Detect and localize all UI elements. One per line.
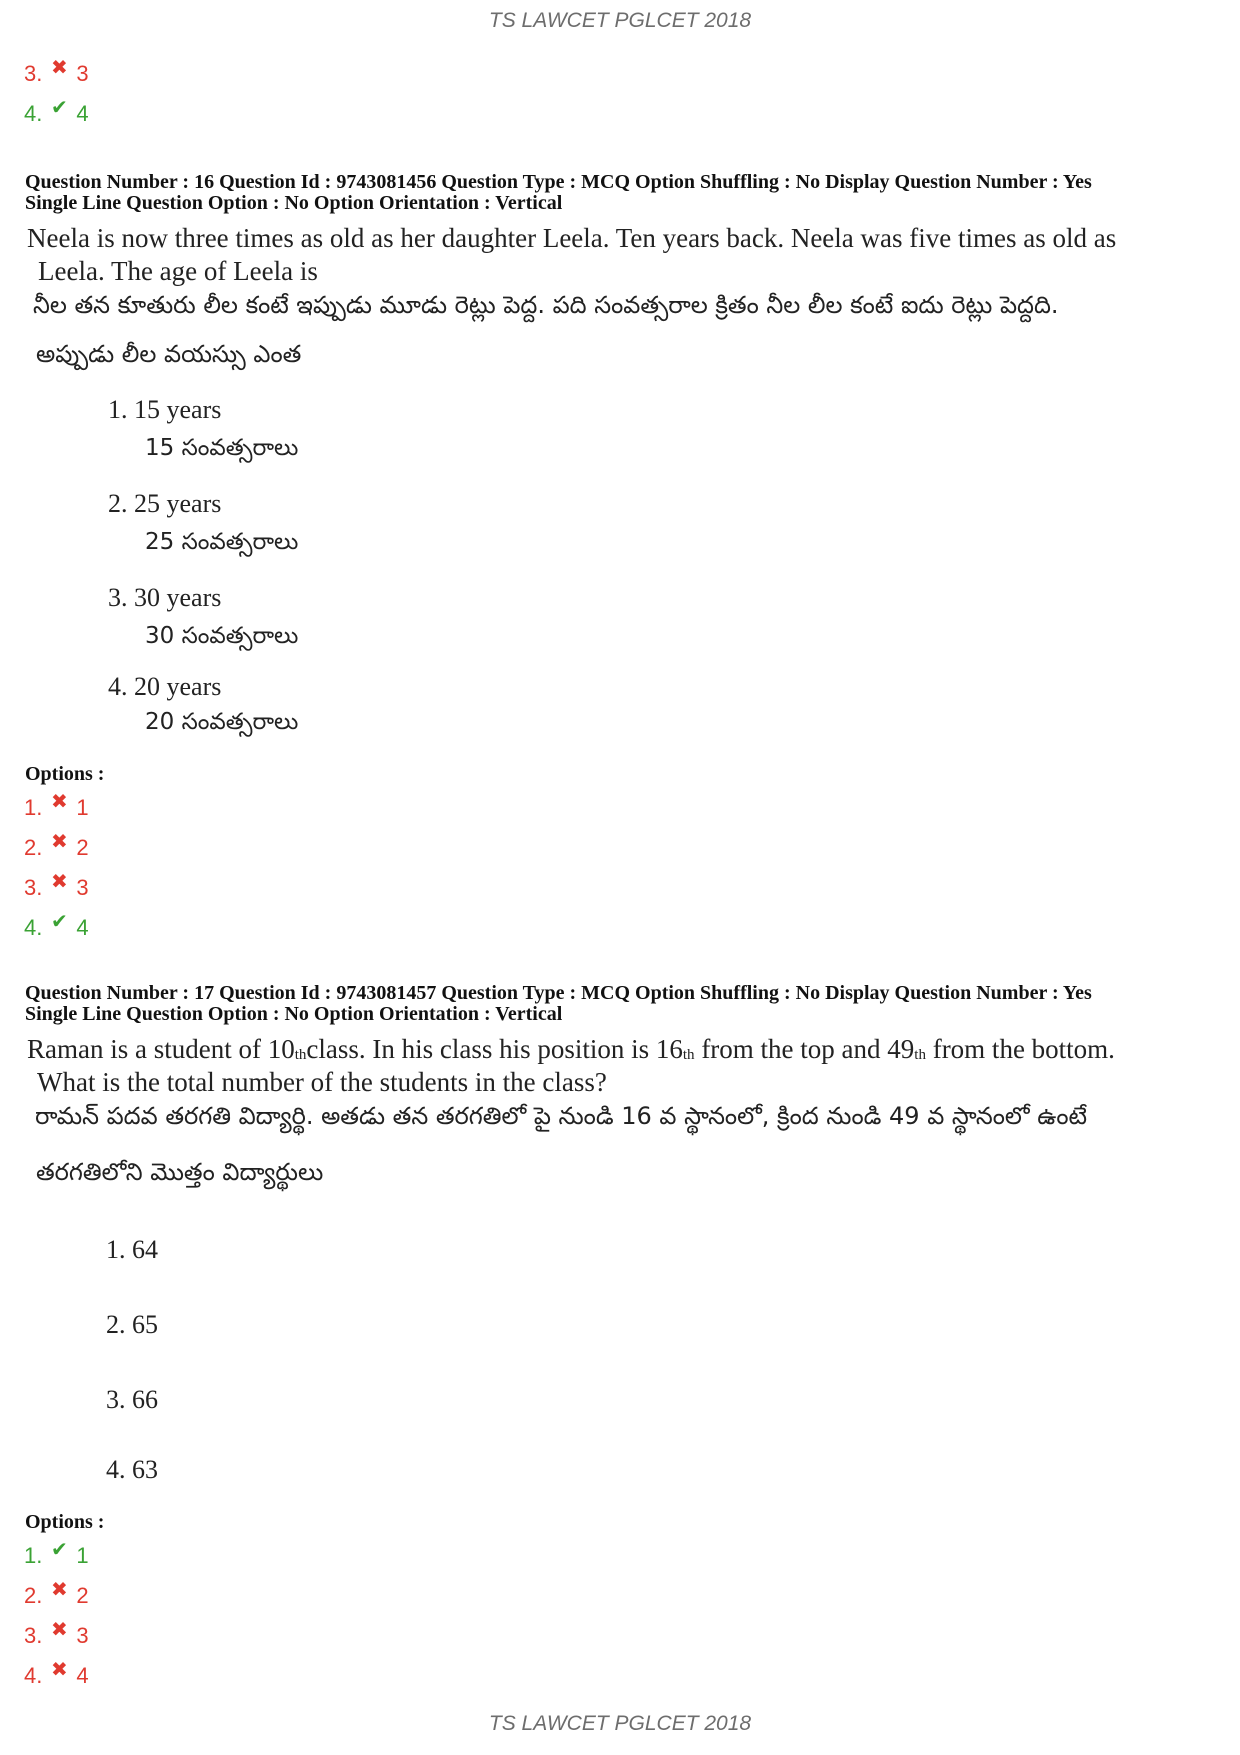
option-value: 3 — [76, 875, 89, 900]
option-value: 3 — [76, 1623, 89, 1648]
option-number: 3. — [24, 875, 43, 900]
option-row — [24, 1619, 89, 1650]
option-number: 4. — [24, 1663, 43, 1688]
option-value: 2 — [76, 835, 89, 860]
option-value: 4 — [76, 915, 89, 940]
question-meta-line2: Single Line Question Option : No Option Orientation : Vertical — [25, 192, 563, 214]
option-number: 4. — [24, 101, 43, 126]
cross-icon: ✖ — [50, 1579, 68, 1601]
option-row — [24, 97, 89, 128]
cross-icon: ✖ — [50, 831, 68, 853]
option-value: 2 — [76, 1583, 89, 1608]
check-icon: ✔ — [50, 97, 68, 119]
check-icon: ✔ — [50, 911, 68, 933]
answer-choice-te: 30 సంవత్సరాలు — [145, 623, 299, 649]
answer-choice: 2. 65 — [106, 1310, 158, 1339]
page-header: TS LAWCET PGLCET 2018 — [488, 9, 752, 32]
cross-icon: ✖ — [50, 57, 68, 79]
cross-icon: ✖ — [50, 791, 68, 813]
answer-choice: 1. 64 — [106, 1235, 158, 1264]
question-text-en-line2: Leela. The age of Leela is — [38, 256, 318, 286]
question-meta: Question Number : 16 Question Id : 9743081456 Question Type : MCQ Option Shuffling : No Display Question Number : Yes — [25, 171, 1092, 193]
option-value: 3 — [76, 61, 89, 86]
cross-icon: ✖ — [50, 1619, 68, 1641]
option-number: 3. — [24, 61, 43, 86]
cross-icon: ✖ — [50, 871, 68, 893]
answer-choice-te: 20 సంవత్సరాలు — [145, 709, 299, 735]
option-number: 2. — [24, 835, 43, 860]
answer-choice: 3. 30 years — [108, 583, 222, 612]
option-row — [24, 57, 89, 88]
answer-choice: 4. 20 years — [108, 672, 222, 701]
option-number: 4. — [24, 915, 43, 940]
question-text-en-line2: What is the total number of the students in the class? — [37, 1067, 607, 1097]
question-text-te: రామన్ పదవ తరగతి విద్యార్థి. అతడు తన తరగతిలో పై నుండి 16 వ స్థానంలో, క్రింద నుండి 49 వ స్థానంలో ఉంటే — [35, 1102, 1088, 1130]
answer-choice: 2. 25 years — [108, 489, 222, 518]
option-row — [24, 871, 89, 902]
question-text-te: నీల తన కూతురు లీల కంటే ఇప్పుడు మూడు రెట్లు పెద్ద. పది సంవత్సరాల క్రితం నీల లీల కంటే ఐదు రెట్లు పెద్దది. — [33, 291, 1059, 319]
option-number: 1. — [24, 795, 43, 820]
option-row — [24, 1539, 89, 1570]
option-value: 4 — [76, 1663, 89, 1688]
option-value: 1 — [76, 795, 89, 820]
answer-choice: 3. 66 — [106, 1385, 158, 1414]
options-label: Options : — [25, 763, 105, 785]
option-row — [24, 831, 89, 862]
question-text-te-line2: అప్పుడు లీల వయస్సు ఎంత — [36, 340, 302, 368]
answer-choice: 4. 63 — [106, 1455, 158, 1484]
answer-choice-te: 15 సంవత్సరాలు — [145, 435, 299, 461]
check-icon: ✔ — [50, 1539, 68, 1561]
answer-choice: 1. 15 years — [108, 395, 222, 424]
option-value: 1 — [76, 1543, 89, 1568]
option-number: 2. — [24, 1583, 43, 1608]
option-number: 1. — [24, 1543, 43, 1568]
question-text-en: Neela is now three times as old as her daughter Leela. Ten years back. Neela was five times as old as — [27, 223, 1117, 253]
cross-icon: ✖ — [50, 1659, 68, 1681]
option-row — [24, 911, 89, 942]
option-row — [24, 1659, 89, 1690]
option-row — [24, 1579, 89, 1610]
option-value: 4 — [76, 101, 89, 126]
question-text-en: Raman is a student of $10_{th}class$. In his class his position is $16_{th}$ from the top and $49_{th}$ from the bottom. — [27, 1034, 1115, 1064]
question-meta: Question Number : 17 Question Id : 9743081457 Question Type : MCQ Option Shuffling : No Display Question Number : Yes — [25, 982, 1092, 1004]
answer-choice-te: 25 సంవత్సరాలు — [145, 529, 299, 555]
page-footer: TS LAWCET PGLCET 2018 — [488, 1712, 752, 1735]
options-label: Options : — [25, 1511, 105, 1533]
question-meta-line2: Single Line Question Option : No Option Orientation : Vertical — [25, 1003, 563, 1025]
option-row — [24, 791, 89, 822]
option-number: 3. — [24, 1623, 43, 1648]
question-text-te-line2: తరగతిలోని మొత్తం విద్యార్థులు — [36, 1158, 324, 1186]
